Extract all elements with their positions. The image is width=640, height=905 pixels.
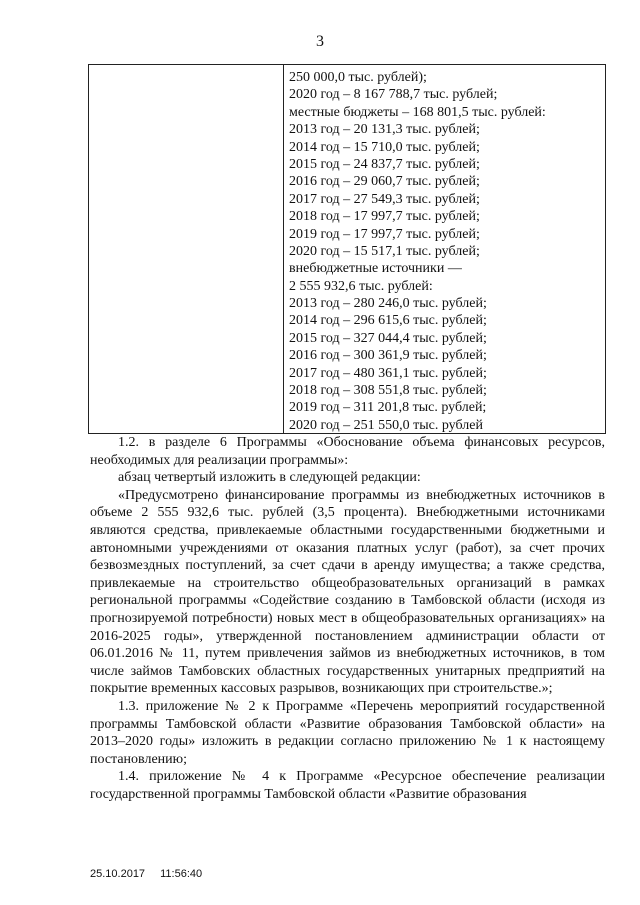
table-line: 2015 год – 327 044,4 тыс. рублей; — [289, 330, 487, 346]
print-time: 11:56:40 — [160, 868, 203, 880]
paragraph-1-4: 1.4. приложение № 4 к Программе «Ресурсное обеспечение реализации государственной программы Тамбовской области «Развитие образования — [90, 769, 605, 802]
table-line: 2020 год – 8 167 788,7 тыс. рублей; — [289, 87, 498, 103]
page-number: 3 — [316, 33, 324, 50]
table-line: 2020 год – 15 517,1 тыс. рублей; — [289, 243, 480, 259]
table-right-cell — [284, 65, 605, 433]
table-line: 2014 год – 15 710,0 тыс. рублей; — [289, 139, 480, 155]
financing-table — [88, 64, 606, 434]
table-line: 2019 год – 17 997,7 тыс. рублей; — [289, 226, 480, 242]
table-line: 2013 год – 20 131,3 тыс. рублей; — [289, 122, 480, 138]
table-line: 2017 год – 27 549,3 тыс. рублей; — [289, 191, 480, 207]
paragraph-quote: «Предусмотрено финансирование программы из внебюджетных источников в объеме 2 555 932,6 тыс. рублей (3,5 процента). Внебюджетными источниками являются средства, привлекаемые областными государственными бюджетными и автономными учреждениями от оказания платных услуг (работ), за счет прочих безвозмездных поступлений, за счет сдачи в аренду имущества; а также средства, привлекаемые на строительство общеобразовательных организаций в рамках региональной программы «Содействие созданию в Тамбовской области (исходя из прогнозируемой потребности) новых мест в общеобразовательных организациях» на 2016-2025 годы», утвержденной постановлением администрации области от 06.01.2016 № 11, путем привлечения займов из внебюджетных источников, в том числе займов Тамбовских областных государственных унитарных предприятий на покрытие временных кассовых разрывов, возникающих при строительстве.»; — [90, 487, 605, 697]
table-line: 2013 год – 280 246,0 тыс. рублей; — [289, 296, 487, 312]
paragraph-1-2: 1.2. в разделе 6 Программы «Обоснование объема финансовых ресурсов, необходимых для реализации программы»: — [90, 435, 605, 468]
table-line: местные бюджеты – 168 801,5 тыс. рублей: — [289, 104, 546, 120]
table-line: 2 555 932,6 тыс. рублей: — [289, 278, 433, 294]
paragraph-1-3: 1.3. приложение № 2 к Программе «Перечень мероприятий государственной программы Тамбовской области «Развитие образования Тамбовской области» на 2013–2020 годы» изложить в редакции согласно приложению № 1 к настоящему постановлению; — [90, 698, 605, 767]
table-line: 250 000,0 тыс. рублей); — [289, 70, 427, 85]
print-date: 25.10.2017 — [90, 868, 146, 880]
table-line: внебюджетные источники — — [289, 261, 462, 277]
table-line: 2017 год – 480 361,1 тыс. рублей; — [289, 365, 487, 381]
table-line: 2016 год – 29 060,7 тыс. рублей; — [289, 174, 480, 190]
table-line: 2019 год – 311 201,8 тыс. рублей; — [289, 400, 487, 416]
table-left-cell — [89, 65, 284, 433]
print-timestamp — [90, 868, 202, 880]
paragraph-abzac: абзац четвертый изложить в следующей редакции: — [118, 470, 421, 486]
table-line: 2020 год – 251 550,0 тыс. рублей — [289, 417, 483, 433]
document-body — [90, 434, 605, 803]
table-line: 2018 год – 17 997,7 тыс. рублей; — [289, 209, 480, 225]
table-line: 2016 год – 300 361,9 тыс. рублей; — [289, 348, 487, 364]
table-line: 2014 год – 296 615,6 тыс. рублей; — [289, 313, 487, 329]
table-line: 2018 год – 308 551,8 тыс. рублей; — [289, 383, 487, 399]
table-line: 2015 год – 24 837,7 тыс. рублей; — [289, 156, 480, 172]
